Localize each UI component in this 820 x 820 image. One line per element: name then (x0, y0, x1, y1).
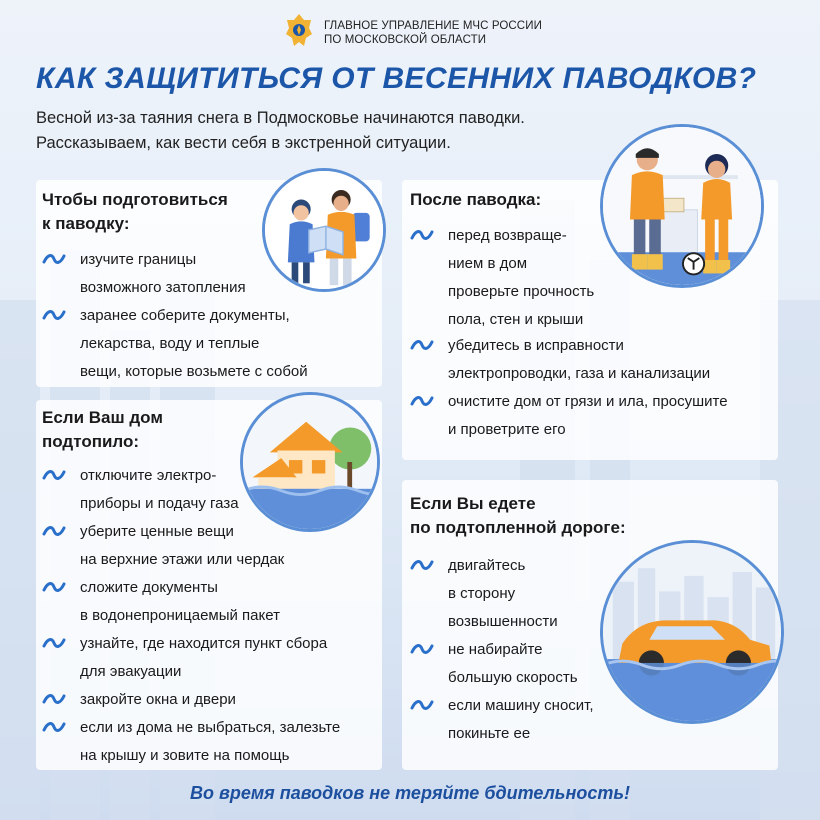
illustration-flooded-house (240, 392, 380, 532)
card-prepare-title: Чтобы подготовиться к паводку: (42, 190, 228, 233)
wave-icon (410, 394, 434, 408)
list-item: если из дома не выбраться, залезьте на крышу и зовите на помощь (42, 714, 340, 770)
intro-text (36, 106, 525, 156)
wave-icon (42, 468, 66, 482)
wave-icon (42, 308, 66, 322)
intro-line-2: Рассказываем, как вести себя в экстренной ситуации. (36, 134, 451, 152)
list-item: не набирайте большую скорость (410, 636, 578, 692)
illustration-people-after-flood (600, 124, 764, 288)
wave-icon (42, 524, 66, 538)
list-item: уберите ценные вещи на верхние этажи или чердак (42, 518, 284, 574)
list-item: двигайтесь в сторону возвышенности (410, 552, 558, 636)
org-line-1: ГЛАВНОЕ УПРАВЛЕНИЕ МЧС РОССИИ (324, 20, 542, 32)
illustration-people-with-map (262, 168, 386, 292)
wave-icon (410, 338, 434, 352)
list-item: сложите документы в водонепроницаемый пакет (42, 574, 280, 630)
list-item: если машину сносит, покиньте ее (410, 692, 594, 748)
wave-icon (42, 580, 66, 594)
list-item: отключите электро- приборы и подачу газа (42, 462, 239, 518)
card-flooded-title: Если Ваш дом подтопило: (42, 408, 163, 451)
wave-icon (410, 558, 434, 572)
card-driving-title: Если Вы едете по подтопленной дороге: (410, 494, 626, 537)
illustration-car-in-flood (600, 540, 784, 724)
wave-icon (42, 252, 66, 266)
list-item: закройте окна и двери (42, 686, 236, 714)
list-item: очистите дом от грязи и ила, просушите и проветрите его (410, 388, 728, 444)
wave-icon (42, 720, 66, 734)
wave-icon (42, 636, 66, 650)
footer-slogan: Во время паводков не теряйте бдительность! (189, 783, 631, 803)
list-item: убедитесь в исправности электропроводки, газа и канализации (410, 332, 710, 388)
card-after-title: После паводка: (410, 190, 542, 209)
page-title: КАК ЗАЩИТИТЬСЯ ОТ ВЕСЕННИХ ПАВОДКОВ? (36, 62, 757, 95)
intro-line-1: Весной из-за таяния снега в Подмосковье начинаются паводки. (36, 109, 525, 127)
wave-icon (410, 642, 434, 656)
org-line-2: ПО МОСКОВСКОЙ ОБЛАСТИ (324, 34, 487, 46)
mchs-emblem-icon (284, 12, 314, 50)
list-item: узнайте, где находится пункт сбора для эвакуации (42, 630, 327, 686)
list-item: перед возвраще- нием в дом проверьте прочность пола, стен и крыши (410, 222, 594, 334)
wave-icon (410, 698, 434, 712)
wave-icon (42, 692, 66, 706)
wave-icon (410, 228, 434, 242)
organization-name (324, 19, 542, 47)
list-item: заранее соберите документы, лекарства, воду и теплые вещи, которые возьмете с собой (42, 302, 308, 386)
list-item: изучите границы возможного затопления (42, 246, 246, 302)
